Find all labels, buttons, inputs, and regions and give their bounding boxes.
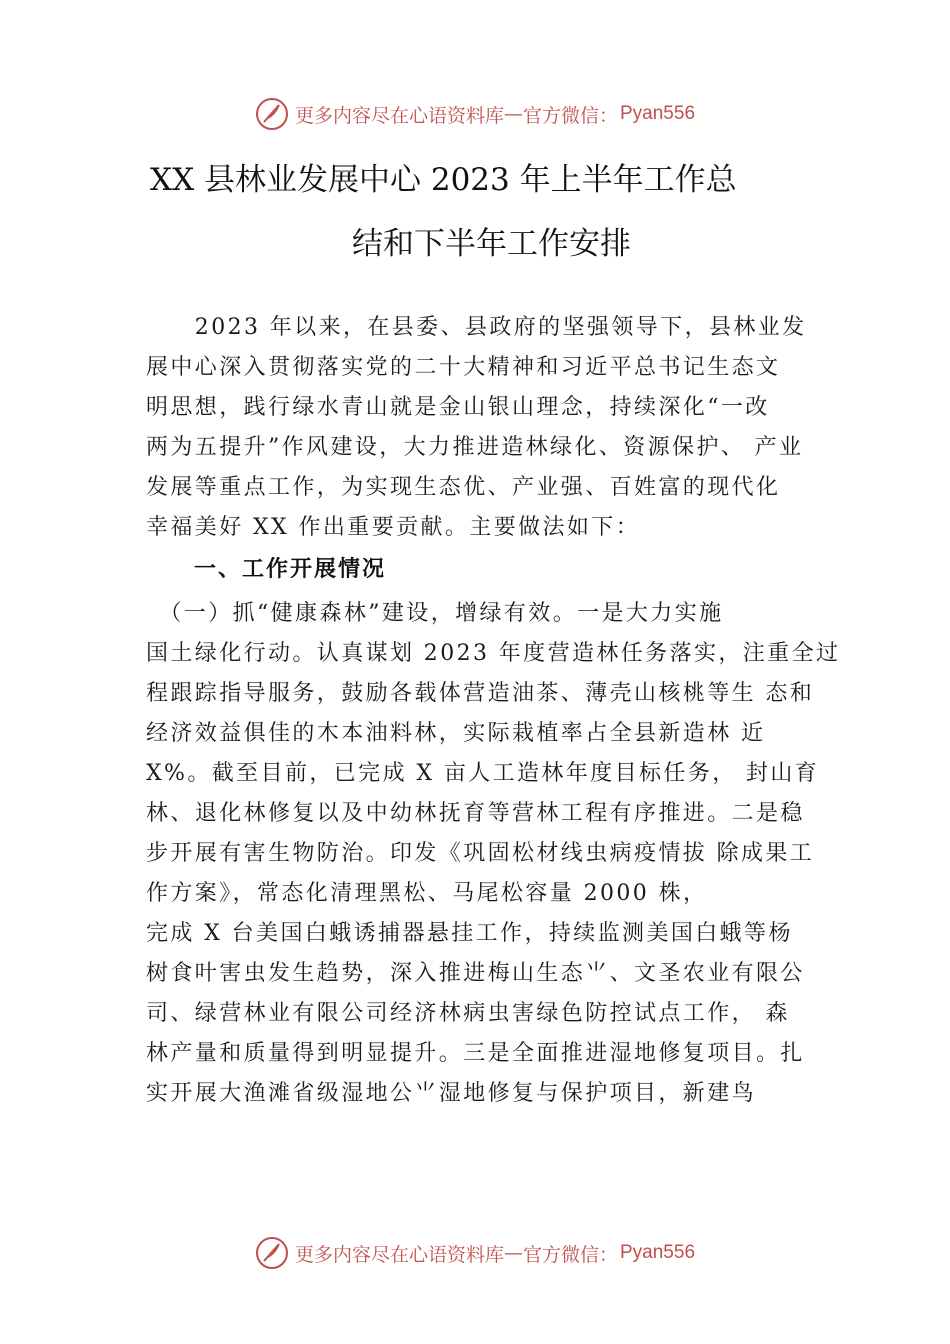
body-line: 程跟踪指导服务，鼓励各载体营造油茶、薄壳山核桃等生 态和 — [146, 681, 815, 706]
intro-line: 发展等重点工作，为实现生态优、产业强、百姓富的现代化 — [146, 475, 781, 500]
banner-text: 更多内容尽在心语资料库 — [294, 1243, 504, 1266]
banner-wechat-label: 官方微信： — [522, 104, 618, 127]
header-watermark-banner — [0, 94, 950, 134]
banner-text: 更多内容尽在心语资料库 — [294, 104, 504, 127]
banner-dash: — — [503, 103, 523, 125]
body-paragraph — [146, 594, 841, 1114]
body-line: 司、绿营林业有限公司经济林病虫害绿色防控试点工作， 森 — [146, 1001, 790, 1026]
body-line: 作方案》，常态化清理黑松、马尾松容量 2000 株， — [146, 881, 708, 906]
document-title-line-2: 结和下半年工作安排 — [352, 226, 631, 262]
intro-line: 幸福美好 XX 作出重要贡献。主要做法如下： — [146, 515, 641, 540]
section-heading: 一、工作开展情况 — [194, 557, 387, 582]
intro-line: 2023 年以来，在县委、县政府的坚强领导下，县林业发 — [146, 315, 807, 340]
banner-wechat-label: 官方微信： — [522, 1243, 618, 1266]
intro-line: 明思想，践行绿水青山就是金山银山理念，持续深化“一改 — [146, 395, 770, 420]
body-line: 国土绿化行动。认真谋划 2023 年度营造林任务落实，注重全过 — [146, 641, 841, 666]
body-line: 林产量和质量得到明显提升。三是全面推进湿地修复项目。扎 — [146, 1041, 805, 1066]
feather-pen-logo-icon — [255, 1236, 289, 1270]
banner-dash: — — [503, 1242, 523, 1264]
intro-paragraph — [146, 308, 836, 548]
banner-wechat-id: Pyan556 — [620, 1242, 696, 1263]
intro-line: 两为五提升”作风建设，大力推进造林绿化、资源保护、 产业 — [146, 435, 804, 460]
banner-wechat-id: Pyan556 — [620, 103, 696, 124]
body-line: X%。截至目前，已完成 X 亩人工造林年度目标任务， 封山育 — [146, 761, 820, 786]
footer-watermark-banner — [0, 1233, 950, 1273]
body-line: 林、退化林修复以及中幼林抚育等营林工程有序推进。二是稳 — [146, 801, 805, 826]
document-title-line-1: XX 县林业发展中心 2023 年上半年工作总 — [150, 162, 737, 198]
body-line: 步开展有害生物防治。印发《巩固松材线虫病疫情拔 除成果工 — [146, 841, 815, 866]
body-line: 实开展大渔滩省级湿地公⺌湿地修复与保护项目，新建鸟 — [146, 1081, 757, 1106]
body-line: （一）抓“健康森林”建设，增绿有效。一是大力实施 — [146, 601, 724, 626]
feather-pen-logo-icon — [255, 97, 289, 131]
body-line: 完成 X 台美国白蛾诱捕器悬挂工作，持续监测美国白蛾等杨 — [146, 921, 793, 946]
body-line: 树食叶害虫发生趋势，深入推进梅山生态⺌、文圣农业有限公 — [146, 961, 805, 986]
body-line: 经济效益俱佳的木本油料林，实际栽植率占全县新造林 近 — [146, 721, 766, 746]
intro-line: 展中心深入贯彻落实党的二十大精神和习近平总书记生态文 — [146, 355, 781, 380]
